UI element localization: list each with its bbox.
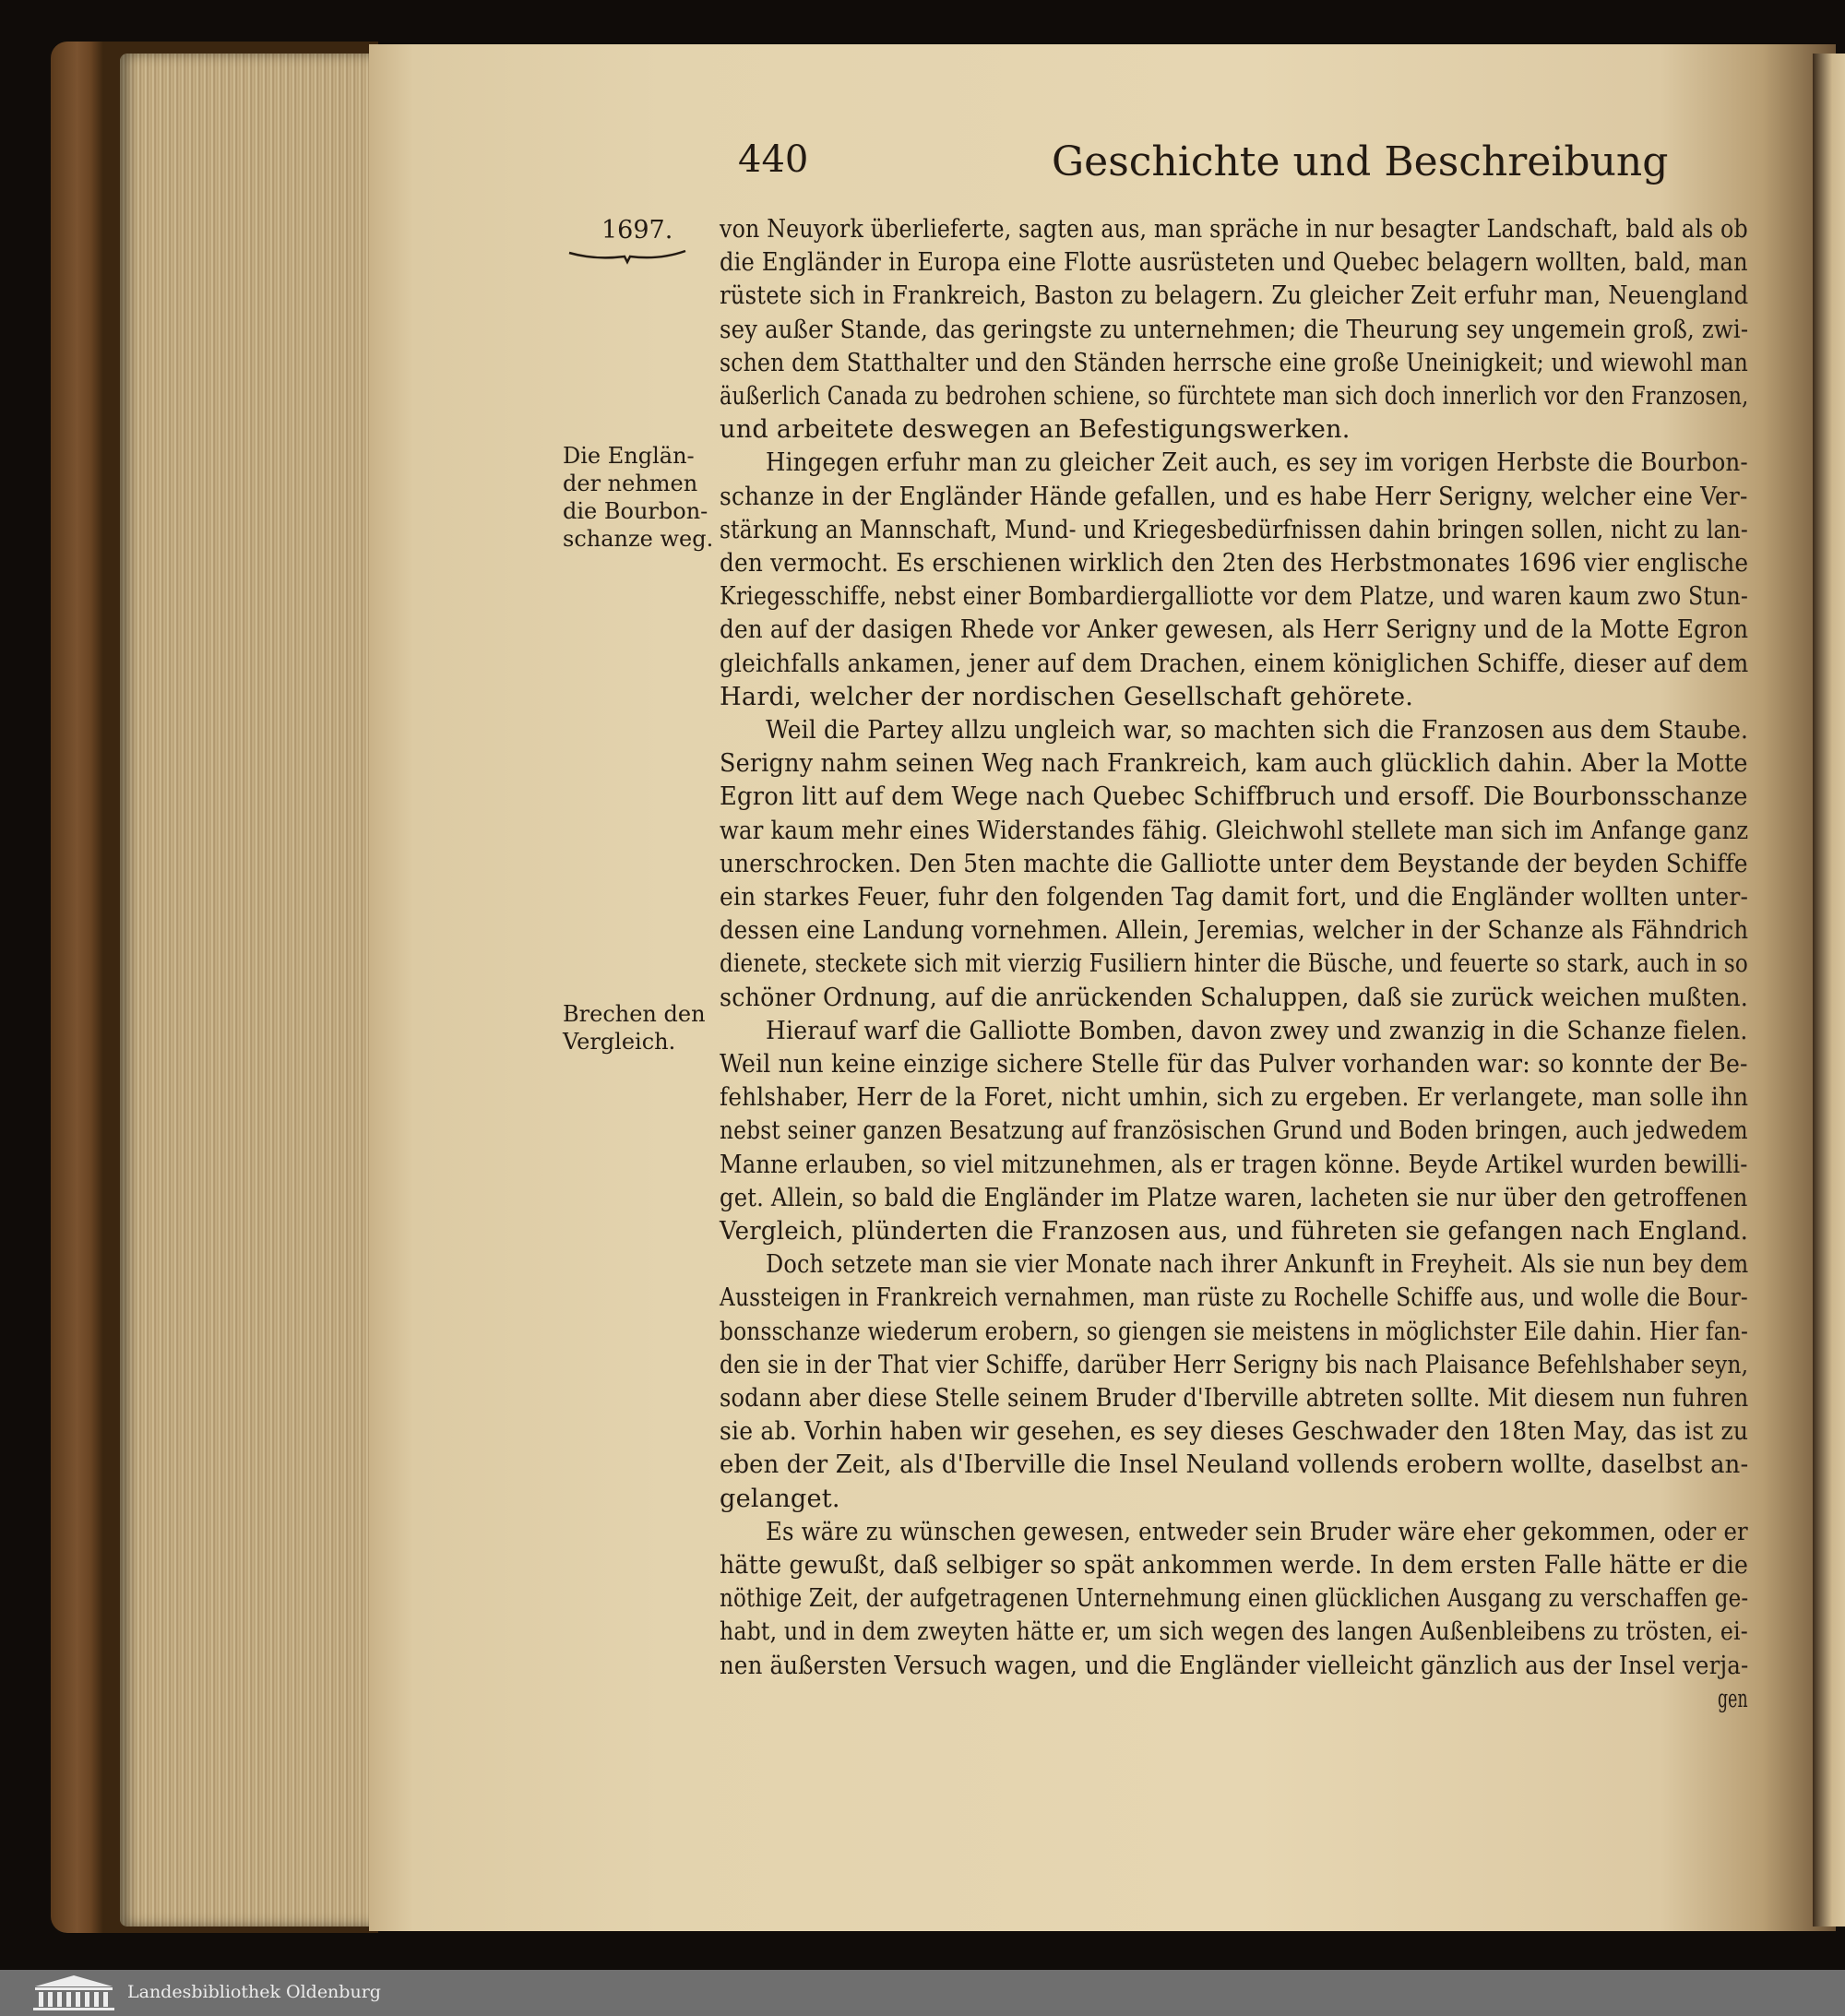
- text-line: eben der Zeit, als d'Iberville die Insel Neuland vollends erobern wollte, daselbst an-: [720, 1450, 1749, 1480]
- text-line: nöthige Zeit, der aufgetragenen Unternehmung einen glücklichen Ausgang zu verschaffen ge-: [720, 1584, 1749, 1614]
- text-line: ein starkes Feuer, fuhr den folgenden Tag damit fort, und die Engländer wollten unter-: [720, 883, 1749, 912]
- text-line: rüstete sich in Frankreich, Baston zu belagern. Zu gleicher Zeit erfuhr man, Neuengland: [720, 281, 1749, 311]
- text-line: sodann aber diese Stelle seinem Bruder d'Iberville abtreten sollte. Mit diesem nun fuhren: [720, 1384, 1749, 1413]
- text-line: den sie in der That vier Schiffe, darüber Herr Serigny bis nach Plaisance Befehlshaber seyn,: [720, 1350, 1749, 1379]
- text-line: schanze in der Engländer Hände gefallen, und es habe Herr Serigny, welcher eine Ver-: [720, 482, 1748, 511]
- margin-note-line: Brechen den: [563, 1001, 706, 1027]
- text-line: dessen eine Landung vornehmen. Allein, Jeremias, welcher in der Schanze als Fähndrich: [720, 916, 1749, 946]
- facing-page-edge: [1813, 54, 1845, 1927]
- text-line: Hardi, welcher der nordischen Gesellschaft gehörete.: [720, 682, 1414, 711]
- text-line: get. Allein, so bald die Engländer im Platze waren, lacheten sie nur über den getroffenen: [720, 1183, 1748, 1212]
- text-line: Serigny nahm seinen Weg nach Frankreich, kam auch glücklich dahin. Aber la Motte: [720, 749, 1748, 779]
- text-line: Hierauf warf die Galliotte Bomben, davon zwey und zwanzig in die Schanze fielen.: [766, 1016, 1748, 1045]
- margin-note-line: der nehmen: [563, 471, 698, 496]
- text-line: den vermocht. Es erschienen wirklich den 2ten des Herbstmonates 1696 vier englische: [720, 549, 1749, 578]
- text-line: die Engländer in Europa eine Flotte ausrüsteten und Quebec belagern wollten, bald, man: [720, 248, 1748, 278]
- margin-note-line: die Bourbon-: [563, 498, 708, 524]
- text-line: schen dem Statthalter und den Ständen herrsche eine große Uneinigkeit; und wiewohl man: [720, 348, 1748, 377]
- text-line: hätte gewußt, daß selbiger so spät ankommen werde. In dem ersten Falle hätte er die: [720, 1551, 1749, 1580]
- library-building-icon: [28, 1974, 120, 2012]
- text-line: gen: [1718, 1684, 1748, 1713]
- text-line: nebst seiner ganzen Besatzung auf französischen Grund und Boden bringen, auch jedwedem: [720, 1116, 1748, 1146]
- text-line: nen äußersten Versuch wagen, und die Engländer vielleicht gänzlich aus der Insel verja-: [720, 1651, 1749, 1680]
- text-line: Weil nun keine einzige sichere Stelle für das Pulver vorhanden war: so konnte der Be-: [720, 1050, 1748, 1079]
- text-line: unerschrocken. Den 5ten machte die Galliotte unter dem Beystande der beyden Schiffe: [720, 849, 1748, 878]
- running-title: Geschichte und Beschreibung: [1052, 138, 1669, 185]
- text-line: bonsschanze wiederum erobern, so giengen sie meistens in möglichster Eile dahin. Hier fan-: [720, 1317, 1749, 1346]
- text-line: habt, und in dem zweyten hätte er, um sich wegen des langen Außenbleibens zu trösten, ei-: [720, 1617, 1748, 1647]
- text-line: sey außer Stande, das geringste zu unternehmen; die Theurung sey ungemein groß, zwi-: [720, 315, 1749, 344]
- margin-note-line: Die Englän-: [563, 443, 695, 469]
- text-line: Kriegesschiffe, nebst einer Bombardiergalliotte vor dem Platze, und waren kaum zwo Stun-: [720, 582, 1748, 612]
- text-line: Weil die Partey allzu ungleich war, so machten sich die Franzosen aus dem Staube.: [766, 716, 1749, 745]
- page-edges: [120, 54, 387, 1927]
- text-line: äußerlich Canada zu bedrohen schiene, so fürchtete man sich doch innerlich vor den Franzosen,: [720, 382, 1749, 411]
- text-line: und arbeitete deswegen an Befestigungswerken.: [720, 415, 1351, 445]
- text-line: schöner Ordnung, auf die anrückenden Schaluppen, daß sie zurück weichen mußten.: [720, 983, 1749, 1012]
- text-line: stärkung an Mannschaft, Mund- und Kriegesbedürfnissen dahin bringen sollen, nicht zu lan-: [720, 515, 1748, 544]
- text-line: dienete, steckete sich mit vierzig Fusiliern hinter die Büsche, und feuerte so stark, auch in so: [720, 949, 1748, 979]
- footer-library-label: Landesbibliothek Oldenburg: [127, 1982, 381, 2002]
- margin-note-line: schanze weg.: [563, 526, 714, 552]
- text-line: fehlshaber, Herr de la Foret, nicht umhin, sich zu ergeben. Er verlangete, man solle ihn: [720, 1083, 1749, 1113]
- text-line: von Neuyork überlieferte, sagten aus, man spräche in nur besagter Landschaft, bald als ob: [720, 215, 1748, 244]
- margin-year: 1697.: [601, 216, 673, 245]
- text-line: Doch setzete man sie vier Monate nach ihrer Ankunft in Freyheit. Als sie nun bey dem: [766, 1250, 1749, 1280]
- text-line: Egron litt auf dem Wege nach Quebec Schiffbruch und ersoff. Die Bourbonsschanze: [720, 782, 1748, 812]
- text-line: Es wäre zu wünschen gewesen, entweder sein Bruder wäre eher gekommen, oder er: [766, 1517, 1748, 1546]
- margin-note-line: Vergleich.: [563, 1029, 676, 1055]
- text-line: war kaum mehr eines Widerstandes fähig. Gleichwohl stellete man sich im Anfange ganz: [720, 816, 1749, 845]
- text-line: Vergleich, plünderten die Franzosen aus, und führeten sie gefangen nach England.: [720, 1217, 1749, 1246]
- page-number: 440: [738, 138, 809, 181]
- brace-ornament: [567, 247, 687, 266]
- text-line: sie ab. Vorhin haben wir gesehen, es sey dieses Geschwader den 18ten May, das ist zu: [720, 1417, 1749, 1447]
- text-line: Hingegen erfuhr man zu gleicher Zeit auch, es sey im vorigen Herbste die Bourbon-: [766, 448, 1748, 478]
- text-line: Aussteigen in Frankreich vernahmen, man rüste zu Rochelle Schiffe aus, und wolle die Bour-: [720, 1283, 1748, 1313]
- text-line: gelanget.: [720, 1484, 840, 1513]
- text-line: den auf der dasigen Rhede vor Anker gewesen, als Herr Serigny und de la Motte Egron: [720, 615, 1749, 645]
- text-line: Manne erlauben, so viel mitzunehmen, als er tragen könne. Beyde Artikel wurden bewilli-: [720, 1150, 1748, 1179]
- text-line: gleichfalls ankamen, jener auf dem Drachen, einem königlichen Schiffe, dieser auf dem: [720, 649, 1749, 678]
